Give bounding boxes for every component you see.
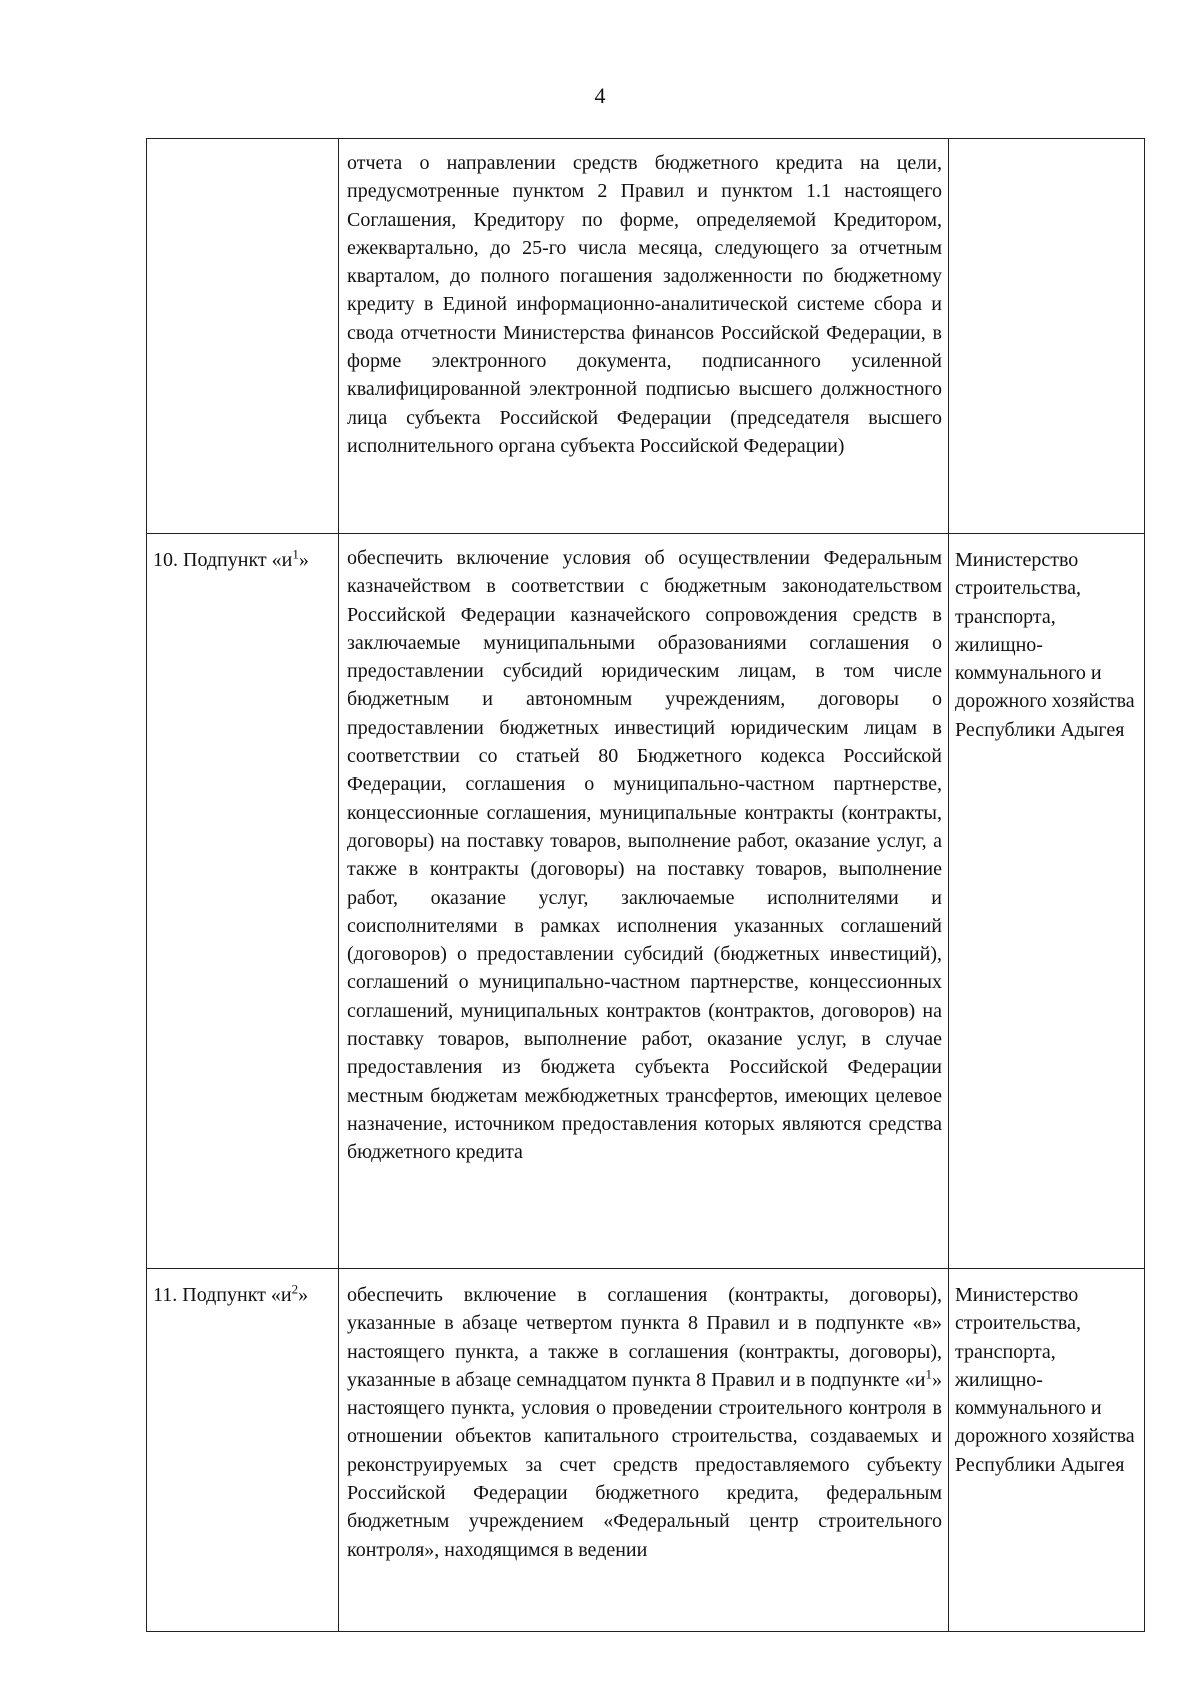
row-text-continued: » настоящего пункта, условия о проведении строительного контроля в отношении объектов капитального строительства, создаваемых и реконструируемых за счет средств предоставляемого субъекту Российской Федерации бюджетного кредита, федеральным бюджетным учреждением «Федеральный центр строительного контроля», находящимся в ведении [347,1368,942,1561]
row-text: обеспечить включение условия об осуществлении Федеральным казначейством в соответствии с бюджетным законодательством Российской Федерации казначейского сопровождения средств в заключаемые муниципальными образованиями соглашения о предоставлении субсидий юридическим лицам, в том числе бюджетным и автономным учреждениям, договоры о предоставлении бюджетных инвестиций юридическим лицам в соответствии со статьей 80 Бюджетного кодекса Российской Федерации, соглашения о муниципально-частном партнерстве, концессионные соглашения, муниципальные контракты (контракты, договоры) на поставку товаров, выполнение работ, оказание услуг, а также в контракты (договоры) на поставку товаров, выполнение работ, оказание услуг, заключаемые исполнителями и соисполнителями в рамках исполнения указанных соглашений (договоров) о предоставлении субсидий (бюджетных инвестиций), соглашений о муниципально-частном партнерстве, концессионных соглашений, муниципальных контрактов (контрактов, договоров) на поставку товаров, выполнение работ, оказание услуг, в случае предоставления из бюджета субъекта Российской Федерации местным бюджетам межбюджетных трансфертов, имеющих целевое назначение, источником предоставления которых являются средства бюджетного кредита [347,547,942,1164]
responsible-cell [949,139,1145,534]
point-superscript: 1 [292,546,299,562]
text-cell [339,139,949,534]
table-row [147,1269,1145,1632]
point-cell [147,1269,339,1632]
text-superscript: 1 [925,1366,932,1382]
responsible-text: Министерство строительства, транспорта, жилищно-коммунального и дорожного хозяйства Республики Адыгея [955,1284,1135,1476]
point-label-end: » [298,1284,309,1306]
responsible-text: Министерство строительства, транспорта, жилищно-коммунального и дорожного хозяйства Республики Адыгея [955,549,1135,741]
row-text: отчета о направлении средств бюджетного кредита на цели, предусмотренные пунктом 2 Правил и пунктом 1.1 настоящего Соглашения, Кредитору по форме, определяемой Кредитором, ежеквартально, до 25-го числа месяца, следующего за отчетным кварталом, до полного погашения задолженности по бюджетному кредиту в Единой информационно-аналитической системе сбора и свода отчетности Министерства финансов Российской Федерации, в форме электронного документа, подписанного усиленной квалифицированной электронной подписью высшего должностного лица субъекта Российской Федерации (председателя высшего исполнительного органа субъекта Российской Федерации) [347,152,942,457]
page-number: 4 [594,83,606,108]
text-cell [339,534,949,1269]
responsible-cell [949,534,1145,1269]
table-row [147,534,1145,1269]
responsible-cell [949,1269,1145,1632]
point-cell [147,139,339,534]
point-superscript: 2 [291,1281,299,1297]
point-label: 10. Подпункт «и [153,549,293,571]
agreement-table [146,138,1145,1632]
text-cell [339,1269,949,1632]
table-row [147,139,1145,534]
point-cell [147,534,339,1269]
row-text: обеспечить включение в соглашения (контракты, договоры), указанные в абзаце четвертом пункта 8 Правил и в подпункте «в» настоящего пункта, а также в соглашения (контракты, договоры), указанные в абзаце семнадцатом пункта 8 Правил и в подпункте «и [347,1284,942,1391]
point-label: 11. Подпункт «и [153,1284,292,1306]
point-label-end: » [298,549,309,571]
